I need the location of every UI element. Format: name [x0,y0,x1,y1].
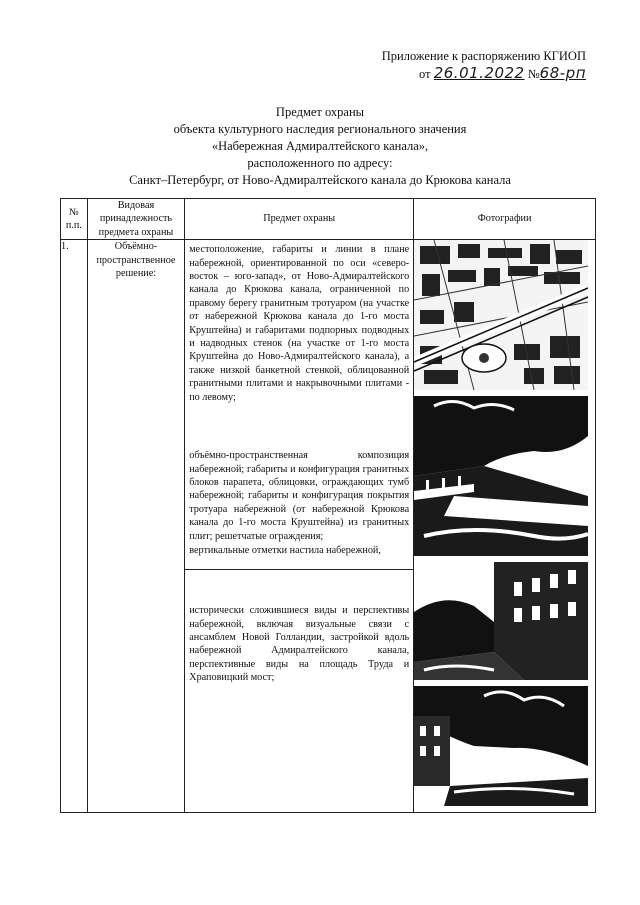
title-line: Санкт–Петербург, от Ново-Адмиралтейского канала до Крюкова канала [129,173,511,187]
appendix-line: Приложение к распоряжению КГИОП [381,49,586,63]
row-kind: Объёмно-пространственное решение: [87,240,185,813]
appendix-header [326,48,586,83]
photo-aerial-map [414,240,595,390]
subject-item-composition [185,433,413,570]
subject-item-vertical-marks: вертикальные отметки настила набережной, [189,545,381,557]
title-line: Предмет охраны [275,105,365,119]
photo-canal-perspective [414,686,595,806]
number-handwritten: 68-рп [539,64,586,82]
header-kind: Видовая принадлежность предмета охраны [87,199,185,240]
protection-subject-table [60,198,596,813]
title-line: «Набережная Адмиралтейского канала», [211,139,429,153]
photo-embankment-buildings [414,562,595,680]
row-subject [185,240,414,813]
title-line: расположенного по адресу: [247,156,393,170]
subject-item-composition-text: объёмно-пространственная композиция набережной; габариты и конфигурация гранитных блоков парапета, облицовки, ограждающих тумб набережной; габариты и конфигурация покрытия тротуара набережной (от набережной Крюкова канала до 1-го моста Круштейна) из гранитных плит; решетчатые ограждения; [189,450,410,542]
table-row [61,240,596,813]
photo-canal-embankment [414,396,595,556]
header-subject: Предмет охраны [185,199,414,240]
subject-item-location: местоположение, габариты и линии в плане набережной, ориентированной по оси «северо-восток – юго-запад», от Ново-Адмиралтейского канала до Крюкова канала, ограниченной по правому берегу гранитным тротуаром (на участке от набережной Крюкова канала до 1-го моста Круштейна) и габаритами подпорных подводных и надводных стенок (на участке от 1-го моста Круштейна до Ново-Адмиралтейского канала), а также низкой банкетной стенкой, облицованной гранитными плитами и накрывочными плитами - по левому; [189,244,410,403]
subject-item-views: исторически сложившиеся виды и перспективы набережной, включая визуальные связи с ансамблем Новой Голландии, застройкой вдоль набережной Адмиралтейского канала, перспективные виды на площадь Труда и Храповицкий мост; [189,605,410,684]
row-num: 1. [61,240,88,813]
header-num: № п.п. [61,199,88,240]
date-prefix: от [419,67,431,81]
header-photos: Фотографии [414,199,596,240]
date-handwritten: 26.01.2022 [433,64,525,82]
spacer [185,570,413,600]
number-prefix: № [527,67,540,81]
document-title [0,104,640,189]
row-photos [414,240,596,813]
title-line: объекта культурного наследия регионального значения [173,122,467,136]
table-header-row [61,199,596,240]
appendix-date-line [326,65,586,83]
